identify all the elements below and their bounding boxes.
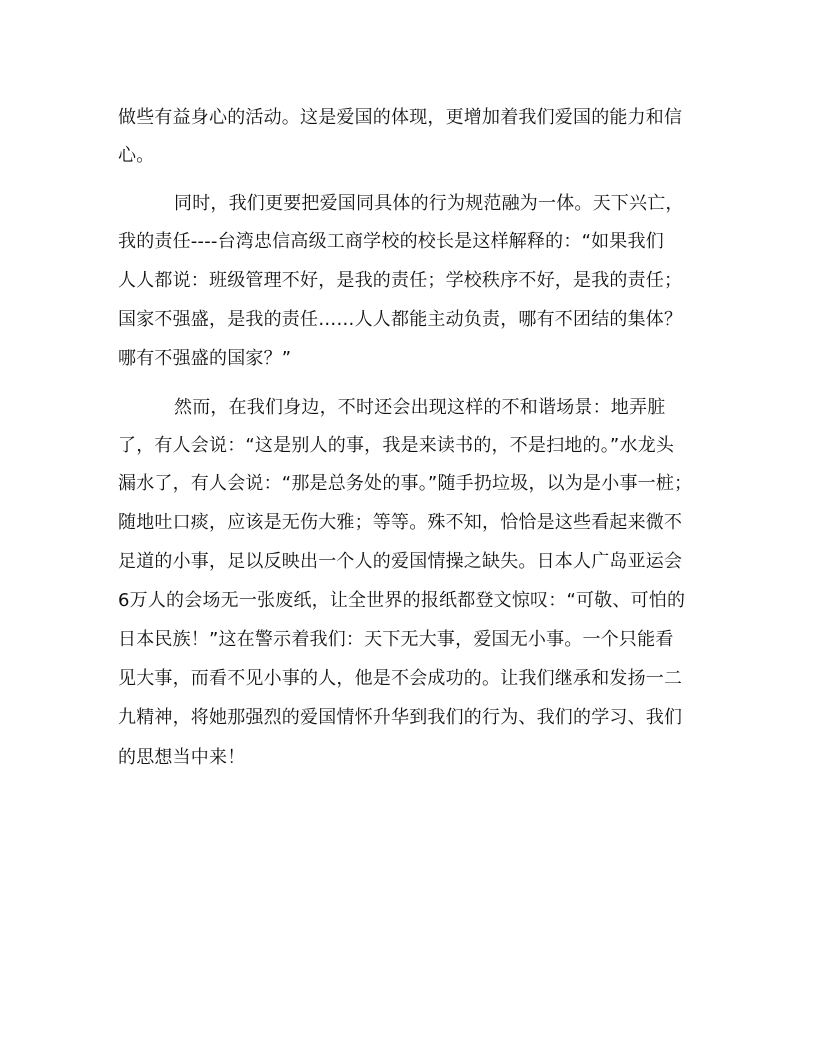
paragraph-3-line-3: 漏水了，有人会说：“那是总务处的事。”随手扔垃圾，以为是小事一桩； [118, 473, 693, 494]
paragraph-3-line-2: 了，有人会说：“这是别人的事，我是来读书的，不是扫地的。”水龙头 [118, 435, 675, 456]
paragraph-3-line-10: 的思想当中来！ [118, 747, 246, 768]
paragraph-3-line-5: 足道的小事，足以反映出一个人的爱国情操之缺失。日本人广岛亚运会 [118, 551, 683, 572]
paragraph-1-line-1: 做些有益身心的活动。这是爱国的体现，更增加着我们爱国的能力和信 [118, 107, 683, 128]
paragraph-3-line-6: 6万人的会场无一张废纸，让全世界的报纸都登文惊叹：“可敬、可怕的 [118, 590, 686, 611]
paragraph-3-line-8: 见大事，而看不见小事的人，他是不会成功的。让我们继承和发扬一二 [118, 668, 683, 689]
paragraph-2-line-3: 人人都说：班级管理不好，是我的责任；学校秩序不好，是我的责任； [118, 270, 683, 291]
paragraph-3-line-4: 随地吐口痰，应该是无伤大雅；等等。殊不知，恰恰是这些看起来微不 [118, 512, 683, 533]
paragraph-3-line-9: 九精神，将她那强烈的爱国情怀升华到我们的行为、我们的学习、我们 [118, 707, 683, 728]
paragraph-2-line-1: 同时，我们更要把爱国同具体的行为规范融为一体。天下兴亡， [174, 193, 684, 214]
paragraph-2-line-4: 国家不强盛，是我的责任……人人都能主动负责，哪有不团结的集体？ [118, 309, 683, 330]
paragraph-1-line-2: 心。 [118, 145, 155, 166]
paragraph-3-line-7: 日本民族！”这在警示着我们：天下无大事，爱国无小事。一个只能看 [118, 629, 674, 650]
paragraph-2-line-5: 哪有不强盛的国家？” [118, 348, 292, 369]
paragraph-3-line-1: 然而，在我们身边，不时还会出现这样的不和谐场景：地弄脏 [174, 397, 666, 418]
paragraph-2-line-2: 我的责任----台湾忠信高级工商学校的校长是这样解释的：“如果我们 [118, 231, 664, 252]
